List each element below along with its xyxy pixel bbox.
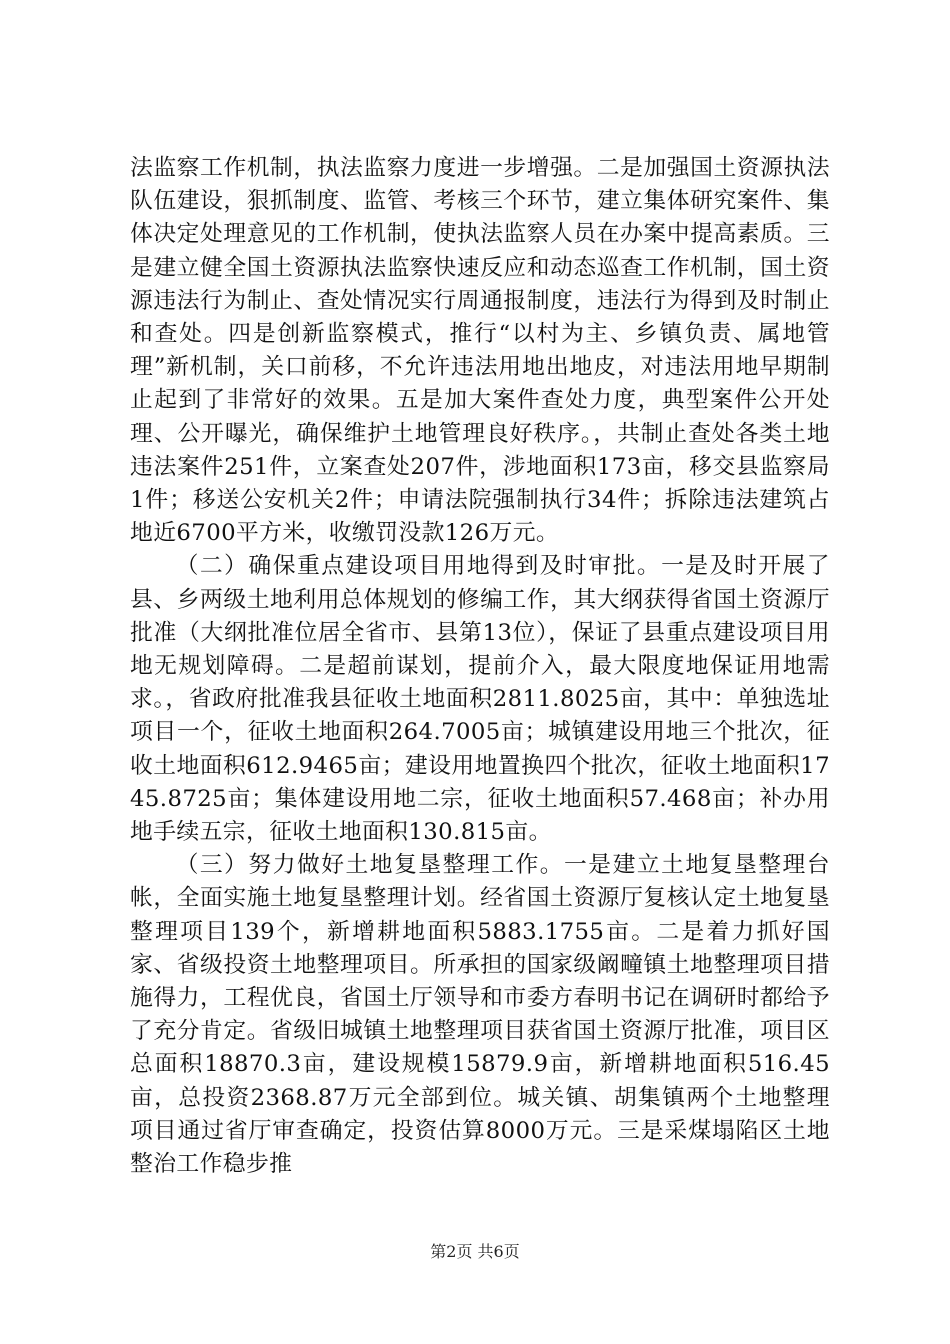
paragraph-enforcement-mechanism: 法监察工作机制，执法监察力度进一步增强。二是加强国土资源执法队伍建设，狠抓制度、监管、考核三个环节，建立集体研究案件、集体决定处理意见的工作机制，使执法监察人员在办案中提高素质。三是建立健全国土资源执法监察快速反应和动态巡查工作机制，国土资源违法行为制止、查处情况实行周通报制度，违法行为得到及时制止和查处。四是创新监察模式，推行“以村为主、乡镇负责、属地管理”新机制，关口前移，不允许违法用地出地皮，对违法用地早期制止起到了非常好的效果。五是加大案件查处力度，典型案件公开处理、公开曝光，确保维护土地管理良好秩序。，共制止查处各类土地违法案件251件，立案查处207件，涉地面积173亩，移交县监察局1件；移送公安机关2件；申请法院强制执行34件；拆除违法建筑占地近6700平方米，收缴罚没款126万元。 (130, 155, 830, 547)
document-body (130, 152, 830, 1181)
paragraph-land-reclamation: （三）努力做好土地复垦整理工作。一是建立土地复垦整理台帐，全面实施土地复垦整理计划。经省国土资源厅复核认定土地复垦整理项目139个，新增耕地面积5883.1755亩。二是着力抓好国家、省级投资土地整理项目。所承担的国家级阚疃镇土地整理项目措施得力，工程优良，省国土厅领导和市委方春明书记在调研时都给予了充分肯定。省级旧城镇土地整理项目获省国土资源厅批准，项目区总面积18870.3亩，建设规模15879.9亩，新增耕地面积516.45亩，总投资2368.87万元全部到位。城关镇、胡集镇两个土地整理项目通过省厅审查确定，投资估算8000万元。三是采煤塌陷区土地整治工作稳步推 (130, 852, 830, 1178)
page-number-footer: 第2页 共6页 (430, 1242, 520, 1261)
paragraph-key-project-approval: （二）确保重点建设项目用地得到及时审批。一是及时开展了县、乡两级土地利用总体规划的修编工作，其大纲获得省国土资源厅批准（大纲批准位居全省市、县第13位），保证了县重点建设项目用地无规划障碍。二是超前谋划，提前介入，最大限度地保证用地需求。，省政府批准我县征收土地面积2811.8025亩，其中：单独选址项目一个，征收土地面积264.7005亩；城镇建设用地三个批次，征收土地面积612.9465亩；建设用地置换四个批次，征收土地面积1745.8725亩；集体建设用地二宗，征收土地面积57.468亩；补办用地手续五宗，征收土地面积130.815亩。 (130, 553, 830, 846)
